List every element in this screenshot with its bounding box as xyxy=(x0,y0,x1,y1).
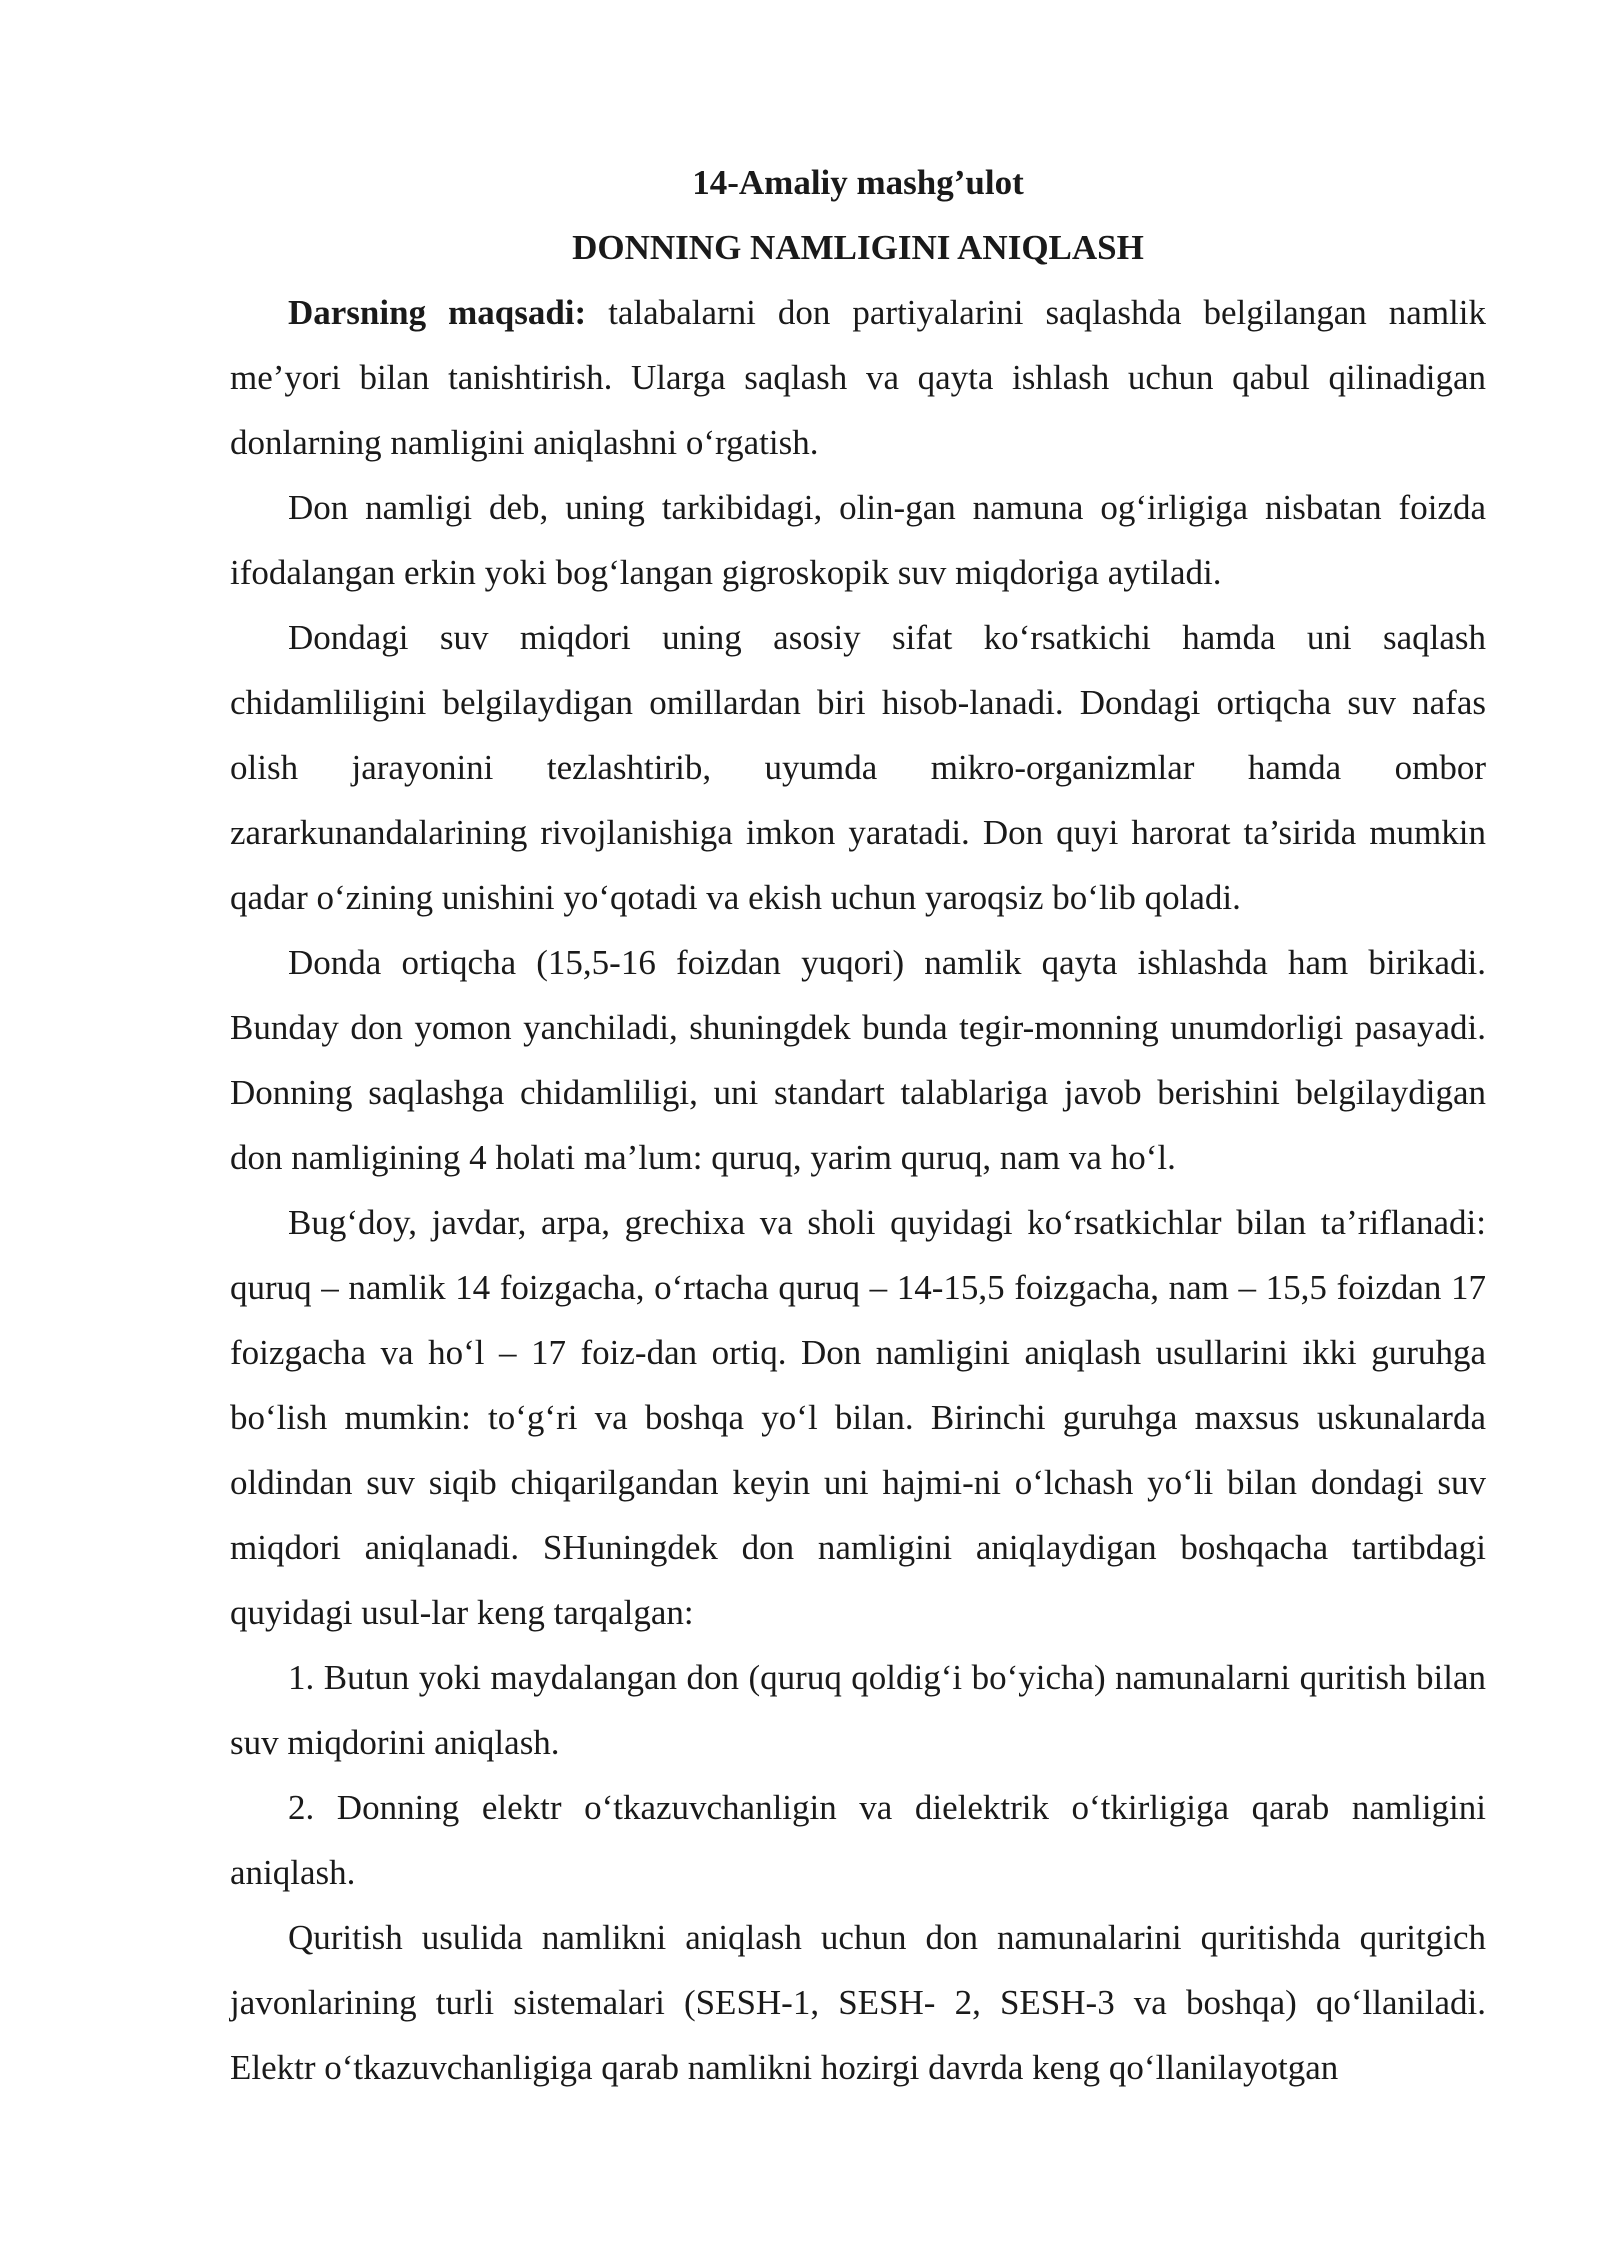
document-page xyxy=(230,150,1486,2100)
paragraph-excess-moisture: Donda ortiqcha (15,5-16 foizdan yuqori) namlik qayta ishlashda ham birikadi. Bunday don yomon yanchiladi, shuningdek bunda tegir-monning unumdorligi pasayadi. Donning saqlashga chidamliligi, uni standart talablariga javob berishini belgilaydigan don namligining 4 holati ma’lum: quruq, yarim quruq, nam va ho‘l. xyxy=(230,943,1486,1177)
document-subtitle: DONNING NAMLIGINI ANIQLASH xyxy=(572,228,1144,267)
paragraph-grain-categories: Bug‘doy, javdar, arpa, grechixa va sholi quyidagi ko‘rsatkichlar bilan ta’riflanadi: quruq – namlik 14 foizgacha, o‘rtacha quruq – 14-15,5 foizgacha, nam – 15,5 foizdan 17 foizgacha va ho‘l – 17 foiz-dan ortiq. Don namligini aniqlash usullarini ikki guruhga bo‘lish mumkin: to‘g‘ri va boshqa yo‘l bilan. Birinchi guruhga maxsus uskunalarda oldindan suv siqib chiqarilgandan keyin uni hajmi-ni o‘lchash yo‘li bilan dondagi suv miqdori aniqlanadi. SHuningdek don namligini aniqlaydigan boshqacha tartibdagi quyidagi usul-lar keng tarqalgan: xyxy=(230,1203,1486,1632)
goal-paragraph xyxy=(230,280,1486,475)
goal-text: talabalarni don partiyalarini saqlashda belgilangan namlik me’yori bilan tanishtirish. Ularga saqlash va qayta ishlash uchun qabul qilinadigan donlarning namligini aniqlashni o‘rgatish. xyxy=(230,293,1487,462)
document-title: 14-Amaliy mashg’ulot xyxy=(692,163,1024,202)
paragraph-water-content: Dondagi suv miqdori uning asosiy sifat ko‘rsatkichi hamda uni saqlash chidamliligini belgilaydigan omillardan biri hisob-lanadi. Dondagi ortiqcha suv nafas olish jarayonini tezlashtirib, uyumda mikro-organizmlar hamda ombor zararkunandalarining rivojlanishiga imkon yaratadi. Don quyi harorat ta’sirida mumkin qadar o‘zining unishini yo‘qotadi va ekish uchun yaroqsiz bo‘lib qoladi. xyxy=(230,618,1486,917)
paragraph-drying-cabinets: Quritish usulida namlikni aniqlash uchun don namunalarini quritishda quritgich javonlarining turli sistemalari (SESH-1, SESH- 2, SESH-3 va boshqa) qo‘llaniladi. Elektr o‘tkazuvchanligiga qarab namlikni hozirgi davrda keng qo‘llanilayotgan xyxy=(230,1918,1486,2087)
list-item-electric-method: 2. Donning elektr o‘tkazuvchanligin va dielektrik o‘tkirligiga qarab namligini aniqlash. xyxy=(230,1788,1486,1892)
list-item-drying-method: 1. Butun yoki maydalangan don (quruq qoldig‘i bo‘yicha) namunalarni quritish bilan suv miqdorini aniqlash. xyxy=(230,1658,1486,1762)
paragraph-definition: Don namligi deb, uning tarkibidagi, olin-gan namuna og‘irligiga nisbatan foizda ifodalangan erkin yoki bog‘langan gigroskopik suv miqdoriga aytiladi. xyxy=(230,488,1486,592)
goal-label: Darsning maqsadi: xyxy=(288,293,587,332)
